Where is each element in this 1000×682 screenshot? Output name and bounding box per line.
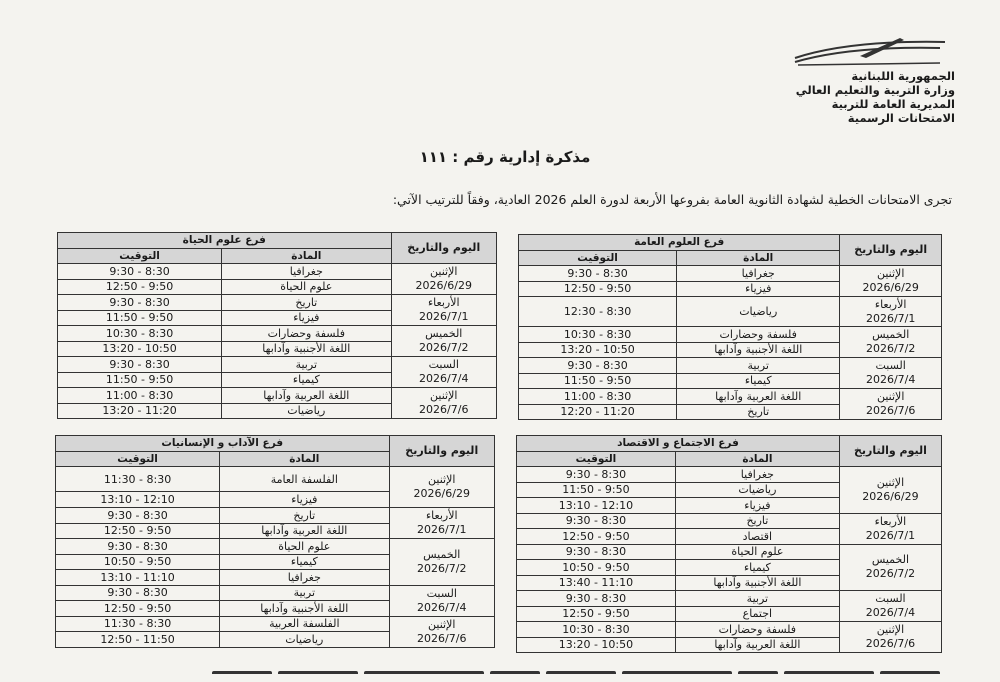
ministry-logo-icon: [790, 36, 950, 66]
day-date-cell: الأربعاء 2026/7/1: [389, 508, 494, 539]
subject-cell: رياضيات: [220, 632, 389, 648]
day-date-cell: الأربعاء 2026/7/1: [840, 297, 942, 327]
header-subject: المادة: [675, 451, 839, 467]
header-line-republic: الجمهورية اللبنانية: [851, 69, 955, 83]
time-cell: 9:50 - 11:50: [519, 373, 677, 389]
day-date-cell: الإثنين 2026/6/29: [391, 264, 496, 295]
memo-title: مذكرة إدارية رقم : ١١١: [419, 148, 591, 166]
subject-cell: رياضيات: [677, 297, 840, 327]
header-day-date: اليوم والتاريخ: [840, 235, 942, 266]
day-date-cell: السبت 2026/7/4: [840, 358, 942, 389]
subject-cell: كيمياء: [222, 372, 391, 388]
time-cell: 8:30 - 10:30: [519, 327, 677, 343]
subject-cell: اللغة الأجنبية وآدابها: [675, 575, 839, 591]
day-date-cell: السبت 2026/7/4: [839, 591, 941, 622]
subject-cell: اللغة العربية وآدابها: [675, 637, 839, 653]
subject-cell: رياضيات: [675, 482, 839, 498]
subject-cell: جغرافيا: [222, 264, 391, 280]
table-row: [517, 544, 942, 560]
subject-cell: جغرافيا: [220, 570, 389, 586]
header-time: التوقيت: [519, 250, 677, 266]
subject-cell: الفلسفة العربية: [220, 616, 389, 632]
table-row: [519, 389, 942, 405]
time-cell: 9:50 - 12:50: [56, 601, 220, 617]
table-sociology-economics: [516, 435, 942, 653]
time-cell: 8:30 - 12:30: [519, 297, 677, 327]
branch-title: فرع علوم الحياة: [58, 233, 392, 249]
time-cell: 8:30 - 9:30: [56, 585, 220, 601]
time-cell: 9:50 - 10:50: [517, 560, 676, 576]
day-date-cell: السبت 2026/7/4: [391, 357, 496, 388]
time-cell: 8:30 - 9:30: [517, 544, 676, 560]
subject-cell: كيمياء: [677, 373, 840, 389]
time-cell: 9:50 - 12:50: [517, 606, 676, 622]
time-cell: 10:50 - 13:20: [519, 342, 677, 358]
table-row: [58, 326, 497, 342]
table-row: [58, 264, 497, 280]
time-cell: 11:10 - 13:10: [56, 570, 220, 586]
subject-cell: تاريخ: [675, 513, 839, 529]
table-row: [517, 622, 942, 638]
subject-cell: اقتصاد: [675, 529, 839, 545]
subject-cell: اللغة الأجنبية وآدابها: [220, 601, 389, 617]
time-cell: 9:50 - 11:50: [517, 482, 676, 498]
subject-cell: تربية: [675, 591, 839, 607]
time-cell: 8:30 - 11:30: [56, 467, 220, 492]
time-cell: 11:20 - 13:20: [58, 403, 222, 419]
table-row: [517, 467, 942, 483]
subject-cell: تربية: [222, 357, 391, 373]
subject-cell: علوم الحياة: [222, 279, 391, 295]
time-cell: 12:10 - 13:10: [56, 492, 220, 508]
subject-cell: اللغة الأجنبية وآدابها: [222, 341, 391, 357]
time-cell: 8:30 - 10:30: [58, 326, 222, 342]
header-time: التوقيت: [56, 451, 220, 467]
intro-text: تجرى الامتحانات الخطية لشهادة الثانوية العامة بفروعها الأربعة لدورة العلم 2026 العادية، وفقاً للترتيب الآتي:: [392, 192, 952, 207]
time-cell: 9:50 - 10:50: [56, 554, 220, 570]
time-cell: 8:30 - 9:30: [519, 266, 677, 282]
time-cell: 9:50 - 12:50: [56, 523, 220, 539]
time-cell: 8:30 - 9:30: [519, 358, 677, 374]
subject-cell: رياضيات: [222, 403, 391, 419]
day-date-cell: الخميس 2026/7/2: [840, 327, 942, 358]
day-date-cell: الإثنين 2026/7/6: [840, 389, 942, 420]
time-cell: 10:50 - 13:20: [58, 341, 222, 357]
branch-title: فرع الآداب و الإنسانيات: [56, 436, 390, 452]
table-row: [519, 266, 942, 282]
time-cell: 8:30 - 9:30: [517, 467, 676, 483]
day-date-cell: الإثنين 2026/6/29: [389, 467, 494, 508]
subject-cell: تاريخ: [220, 508, 389, 524]
subject-cell: الفلسفة العامة: [220, 467, 389, 492]
day-date-cell: الخميس 2026/7/2: [389, 539, 494, 586]
header-line-exams: الامتحانات الرسمية: [847, 111, 955, 125]
subject-cell: اجتماع: [675, 606, 839, 622]
subject-cell: جغرافيا: [677, 266, 840, 282]
cropped-footer-text: [120, 664, 940, 674]
subject-cell: فيزياء: [222, 310, 391, 326]
subject-cell: فلسفة وحضارات: [677, 327, 840, 343]
table-row: [58, 295, 497, 311]
ministry-header: [796, 69, 955, 125]
time-cell: 8:30 - 11:00: [519, 389, 677, 405]
header-line-ministry: وزارة التربية والتعليم العالي: [795, 83, 955, 97]
day-date-cell: الأربعاء 2026/7/1: [839, 513, 941, 544]
subject-cell: تاريخ: [222, 295, 391, 311]
subject-cell: اللغة العربية وآدابها: [677, 389, 840, 405]
table-row: [56, 467, 495, 492]
branch-title: فرع العلوم العامة: [519, 235, 840, 251]
time-cell: 9:50 - 12:50: [517, 529, 676, 545]
day-date-cell: الأربعاء 2026/7/1: [391, 295, 496, 326]
table-row: [519, 327, 942, 343]
day-date-cell: الإثنين 2026/7/6: [839, 622, 941, 653]
time-cell: 8:30 - 9:30: [517, 513, 676, 529]
time-cell: 10:50 - 13:20: [517, 637, 676, 653]
time-cell: 8:30 - 9:30: [58, 357, 222, 373]
header-line-directorate: المديرية العامة للتربية: [831, 97, 955, 111]
subject-cell: اللغة الأجنبية وآدابها: [677, 342, 840, 358]
day-date-cell: الإثنين 2026/6/29: [839, 467, 941, 514]
time-cell: 9:50 - 11:50: [58, 310, 222, 326]
time-cell: 8:30 - 9:30: [517, 591, 676, 607]
header-subject: المادة: [222, 248, 391, 264]
subject-cell: تربية: [677, 358, 840, 374]
time-cell: 9:50 - 11:50: [58, 372, 222, 388]
day-date-cell: الإثنين 2026/6/29: [840, 266, 942, 297]
header-time: التوقيت: [58, 248, 222, 264]
table-humanities: [55, 435, 495, 648]
time-cell: 8:30 - 9:30: [58, 264, 222, 280]
subject-cell: علوم الحياة: [220, 539, 389, 555]
time-cell: 8:30 - 9:30: [56, 508, 220, 524]
subject-cell: فلسفة وحضارات: [222, 326, 391, 342]
time-cell: 8:30 - 9:30: [56, 539, 220, 555]
subject-cell: كيمياء: [675, 560, 839, 576]
header-day-date: اليوم والتاريخ: [389, 436, 494, 467]
table-row: [58, 357, 497, 373]
time-cell: 8:30 - 10:30: [517, 622, 676, 638]
subject-cell: فيزياء: [675, 498, 839, 514]
subject-cell: فلسفة وحضارات: [675, 622, 839, 638]
table-row: [56, 616, 495, 632]
time-cell: 11:20 - 12:20: [519, 404, 677, 420]
header-time: التوقيت: [517, 451, 676, 467]
table-row: [58, 388, 497, 404]
subject-cell: اللغة العربية وآدابها: [222, 388, 391, 404]
subject-cell: فيزياء: [220, 492, 389, 508]
header-subject: المادة: [677, 250, 840, 266]
table-general-sciences: [518, 234, 942, 420]
time-cell: 8:30 - 11:30: [56, 616, 220, 632]
subject-cell: فيزياء: [677, 281, 840, 297]
day-date-cell: الإثنين 2026/7/6: [391, 388, 496, 419]
time-cell: 9:50 - 12:50: [519, 281, 677, 297]
subject-cell: جغرافيا: [675, 467, 839, 483]
subject-cell: تاريخ: [677, 404, 840, 420]
table-row: [517, 513, 942, 529]
header-day-date: اليوم والتاريخ: [839, 436, 941, 467]
table-row: [56, 539, 495, 555]
subject-cell: اللغة العربية وآدابها: [220, 523, 389, 539]
time-cell: 8:30 - 9:30: [58, 295, 222, 311]
day-date-cell: الخميس 2026/7/2: [391, 326, 496, 357]
table-life-sciences: [57, 232, 497, 419]
table-row: [517, 591, 942, 607]
table-row: [519, 297, 942, 327]
table-row: [519, 358, 942, 374]
time-cell: 8:30 - 11:00: [58, 388, 222, 404]
day-date-cell: الخميس 2026/7/2: [839, 544, 941, 591]
day-date-cell: السبت 2026/7/4: [389, 585, 494, 616]
time-cell: 11:50 - 12:50: [56, 632, 220, 648]
header-subject: المادة: [220, 451, 389, 467]
time-cell: 12:10 - 13:10: [517, 498, 676, 514]
subject-cell: كيمياء: [220, 554, 389, 570]
table-row: [56, 585, 495, 601]
day-date-cell: الإثنين 2026/7/6: [389, 616, 494, 647]
subject-cell: تربية: [220, 585, 389, 601]
branch-title: فرع الاجتماع و الاقتصاد: [517, 436, 840, 452]
time-cell: 9:50 - 12:50: [58, 279, 222, 295]
table-row: [56, 508, 495, 524]
subject-cell: علوم الحياة: [675, 544, 839, 560]
time-cell: 11:10 - 13:40: [517, 575, 676, 591]
header-day-date: اليوم والتاريخ: [391, 233, 496, 264]
